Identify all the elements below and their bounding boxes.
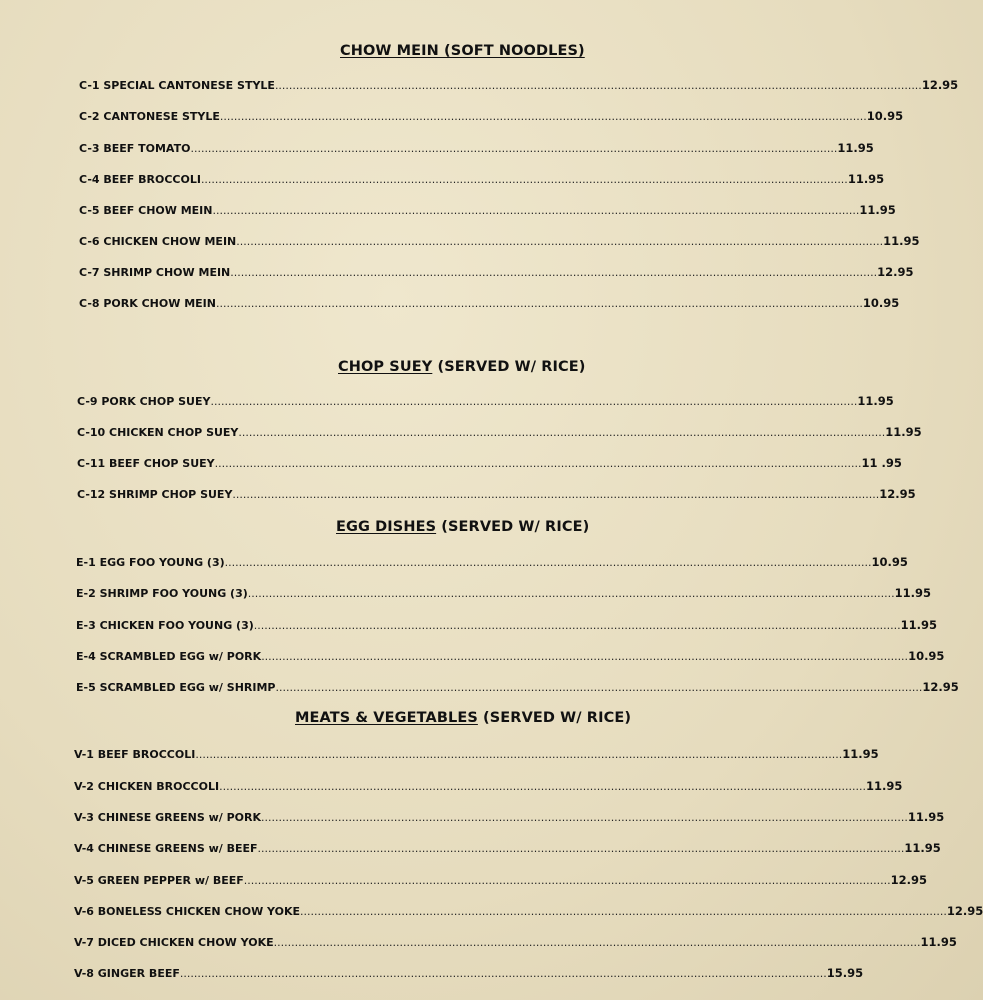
menu-item-name: C-8 PORK CHOW MEIN xyxy=(79,297,216,310)
section-title-egg-dishes xyxy=(336,519,589,535)
leader-dots: ......................................................................................................................................................................................... xyxy=(243,874,891,887)
leader-dots: ......................................................................................................................................................................................... xyxy=(238,426,886,439)
leader-dots: ......................................................................................................................................................................................... xyxy=(219,110,867,123)
leader-dots: ......................................................................................................................................................................................... xyxy=(215,297,863,310)
menu-item-v5 xyxy=(74,873,928,889)
menu-item-name: E-2 SHRIMP FOO YOUNG (3) xyxy=(76,587,248,600)
leader-dots: ......................................................................................................................................................................................... xyxy=(275,681,923,694)
menu-item-c5 xyxy=(79,203,896,219)
menu-item-name: C-10 CHICKEN CHOP SUEY xyxy=(77,426,239,439)
leader-dots: ......................................................................................................................................................................................... xyxy=(261,650,909,663)
section-title-rest: (SERVED W/ RICE) xyxy=(477,710,632,726)
leader-dots: ......................................................................................................................................................................................... xyxy=(247,587,895,600)
menu-item-price: 11.95 xyxy=(920,935,957,949)
menu-item-v4 xyxy=(74,841,941,857)
menu-item-e3 xyxy=(76,618,938,634)
leader-dots: ......................................................................................................................................................................................... xyxy=(230,266,878,279)
menu-item-name: C-7 SHRIMP CHOW MEIN xyxy=(79,266,231,279)
menu-item-price: 11.95 xyxy=(865,779,903,793)
menu-item-name: V-6 BONELESS CHICKEN CHOW YOKE xyxy=(74,905,300,918)
menu-item-price: 11.95 xyxy=(842,747,879,761)
leader-dots: ......................................................................................................................................................................................... xyxy=(273,936,921,949)
menu-item-c1 xyxy=(79,78,959,94)
section-title-underlined: MEATS & VEGETABLES xyxy=(295,710,478,726)
menu-item-c7 xyxy=(79,265,914,281)
menu-item-c8 xyxy=(79,296,900,312)
section-title-chow-mein xyxy=(340,43,585,59)
menu-item-price: 12.95 xyxy=(922,680,959,694)
leader-dots: ......................................................................................................................................................................................... xyxy=(236,235,884,248)
menu-item-v7 xyxy=(74,935,957,951)
menu-item-price: 11.95 xyxy=(857,394,894,408)
menu-item-e1 xyxy=(76,555,908,571)
menu-item-price: 11.95 xyxy=(894,586,932,600)
menu-item-v6 xyxy=(74,904,983,920)
menu-item-price: 11.95 xyxy=(885,425,922,439)
leader-dots: ......................................................................................................................................................................................... xyxy=(219,780,866,793)
section-title-rest: (SERVED W/ RICE) xyxy=(432,359,586,375)
leader-dots: ......................................................................................................................................................................................... xyxy=(253,619,901,632)
leader-dots: ......................................................................................................................................................................................... xyxy=(257,842,905,855)
menu-item-name: C-9 PORK CHOP SUEY xyxy=(77,395,211,408)
menu-item-price: 11.95 xyxy=(847,172,885,186)
leader-dots: ......................................................................................................................................................................................... xyxy=(195,748,843,761)
leader-dots: ......................................................................................................................................................................................... xyxy=(200,173,848,186)
menu-item-price: 11.95 xyxy=(837,141,874,155)
menu-item-price: 11.95 xyxy=(907,810,945,824)
menu-item-c3 xyxy=(79,141,874,157)
menu-item-price: 11 .95 xyxy=(861,456,902,470)
menu-item-c10 xyxy=(77,425,922,441)
leader-dots: ......................................................................................................................................................................................... xyxy=(224,556,872,569)
menu-item-name: C-12 SHRIMP CHOP SUEY xyxy=(77,488,233,501)
section-title-chop-suey xyxy=(338,359,585,375)
leader-dots: ......................................................................................................................................................................................... xyxy=(300,905,947,918)
section-title-underlined: CHOP SUEY xyxy=(338,359,433,375)
menu-item-e4 xyxy=(76,649,945,665)
leader-dots: ......................................................................................................................................................................................... xyxy=(212,204,860,217)
leader-dots: ......................................................................................................................................................................................... xyxy=(179,967,827,980)
leader-dots: ......................................................................................................................................................................................... xyxy=(232,488,880,501)
menu-item-name: C-4 BEEF BROCCOLI xyxy=(79,173,201,186)
section-title-underlined: CHOW MEIN (SOFT NOODLES) xyxy=(340,43,585,59)
menu-item-name: E-5 SCRAMBLED EGG w/ SHRIMP xyxy=(76,681,276,694)
menu-item-v2 xyxy=(74,779,903,795)
menu-item-v3 xyxy=(74,810,945,826)
menu-item-price: 11.95 xyxy=(904,841,941,855)
menu-item-name: E-3 CHICKEN FOO YOUNG (3) xyxy=(76,619,254,632)
menu-item-e2 xyxy=(76,586,932,602)
leader-dots: ......................................................................................................................................................................................... xyxy=(274,79,922,92)
section-title-rest: (SERVED W/ RICE) xyxy=(436,519,590,535)
menu-item-name: C-2 CANTONESE STYLE xyxy=(79,110,220,123)
menu-item-name: V-7 DICED CHICKEN CHOW YOKE xyxy=(74,936,274,949)
menu-item-price: 12.95 xyxy=(921,78,959,92)
menu-item-price: 15.95 xyxy=(826,966,864,980)
menu-item-price: 10.95 xyxy=(908,649,945,663)
menu-item-name: V-4 CHINESE GREENS w/ BEEF xyxy=(74,842,258,855)
menu-item-c4 xyxy=(79,172,885,188)
leader-dots: ......................................................................................................................................................................................... xyxy=(210,395,858,408)
leader-dots: ......................................................................................................................................................................................... xyxy=(190,142,838,155)
menu-item-name: V-3 CHINESE GREENS w/ PORK xyxy=(74,811,262,824)
menu-item-c11 xyxy=(77,456,902,472)
menu-item-name: V-2 CHICKEN BROCCOLI xyxy=(74,780,220,793)
menu-item-price: 11.95 xyxy=(900,618,938,632)
menu-item-name: C-1 SPECIAL CANTONESE STYLE xyxy=(79,79,275,92)
menu-item-price: 12.95 xyxy=(877,265,914,279)
menu-item-name: V-5 GREEN PEPPER w/ BEEF xyxy=(74,874,244,887)
menu-item-c12 xyxy=(77,487,916,503)
menu-item-name: C-6 CHICKEN CHOW MEIN xyxy=(79,235,237,248)
section-title-underlined: EGG DISHES xyxy=(336,519,437,535)
menu-item-name: E-1 EGG FOO YOUNG (3) xyxy=(76,556,225,569)
menu-item-name: C-11 BEEF CHOP SUEY xyxy=(77,457,215,470)
menu-item-name: C-5 BEEF CHOW MEIN xyxy=(79,204,213,217)
leader-dots: ......................................................................................................................................................................................... xyxy=(214,457,862,470)
menu-item-e5 xyxy=(76,680,959,696)
menu-item-v1 xyxy=(74,747,879,763)
menu-item-c6 xyxy=(79,234,920,250)
menu-item-c2 xyxy=(79,109,904,125)
menu-item-price: 12.95 xyxy=(946,904,983,918)
menu-item-v8 xyxy=(74,966,864,982)
menu-item-price: 10.95 xyxy=(871,555,908,569)
menu-item-price: 10.95 xyxy=(866,109,904,123)
menu-item-price: 11.95 xyxy=(883,234,920,248)
menu-item-name: C-3 BEEF TOMATO xyxy=(79,142,191,155)
leader-dots: ......................................................................................................................................................................................... xyxy=(261,811,908,824)
menu-item-name: V-8 GINGER BEEF xyxy=(74,967,180,980)
menu-item-price: 10.95 xyxy=(862,296,900,310)
section-title-meats-vegetables xyxy=(295,710,631,726)
menu-item-price: 11.95 xyxy=(859,203,896,217)
menu-item-price: 12.95 xyxy=(890,873,928,887)
menu-item-name: V-1 BEEF BROCCOLI xyxy=(74,748,196,761)
menu-item-price: 12.95 xyxy=(879,487,916,501)
menu-item-name: E-4 SCRAMBLED EGG w/ PORK xyxy=(76,650,262,663)
menu-item-c9 xyxy=(77,394,894,410)
